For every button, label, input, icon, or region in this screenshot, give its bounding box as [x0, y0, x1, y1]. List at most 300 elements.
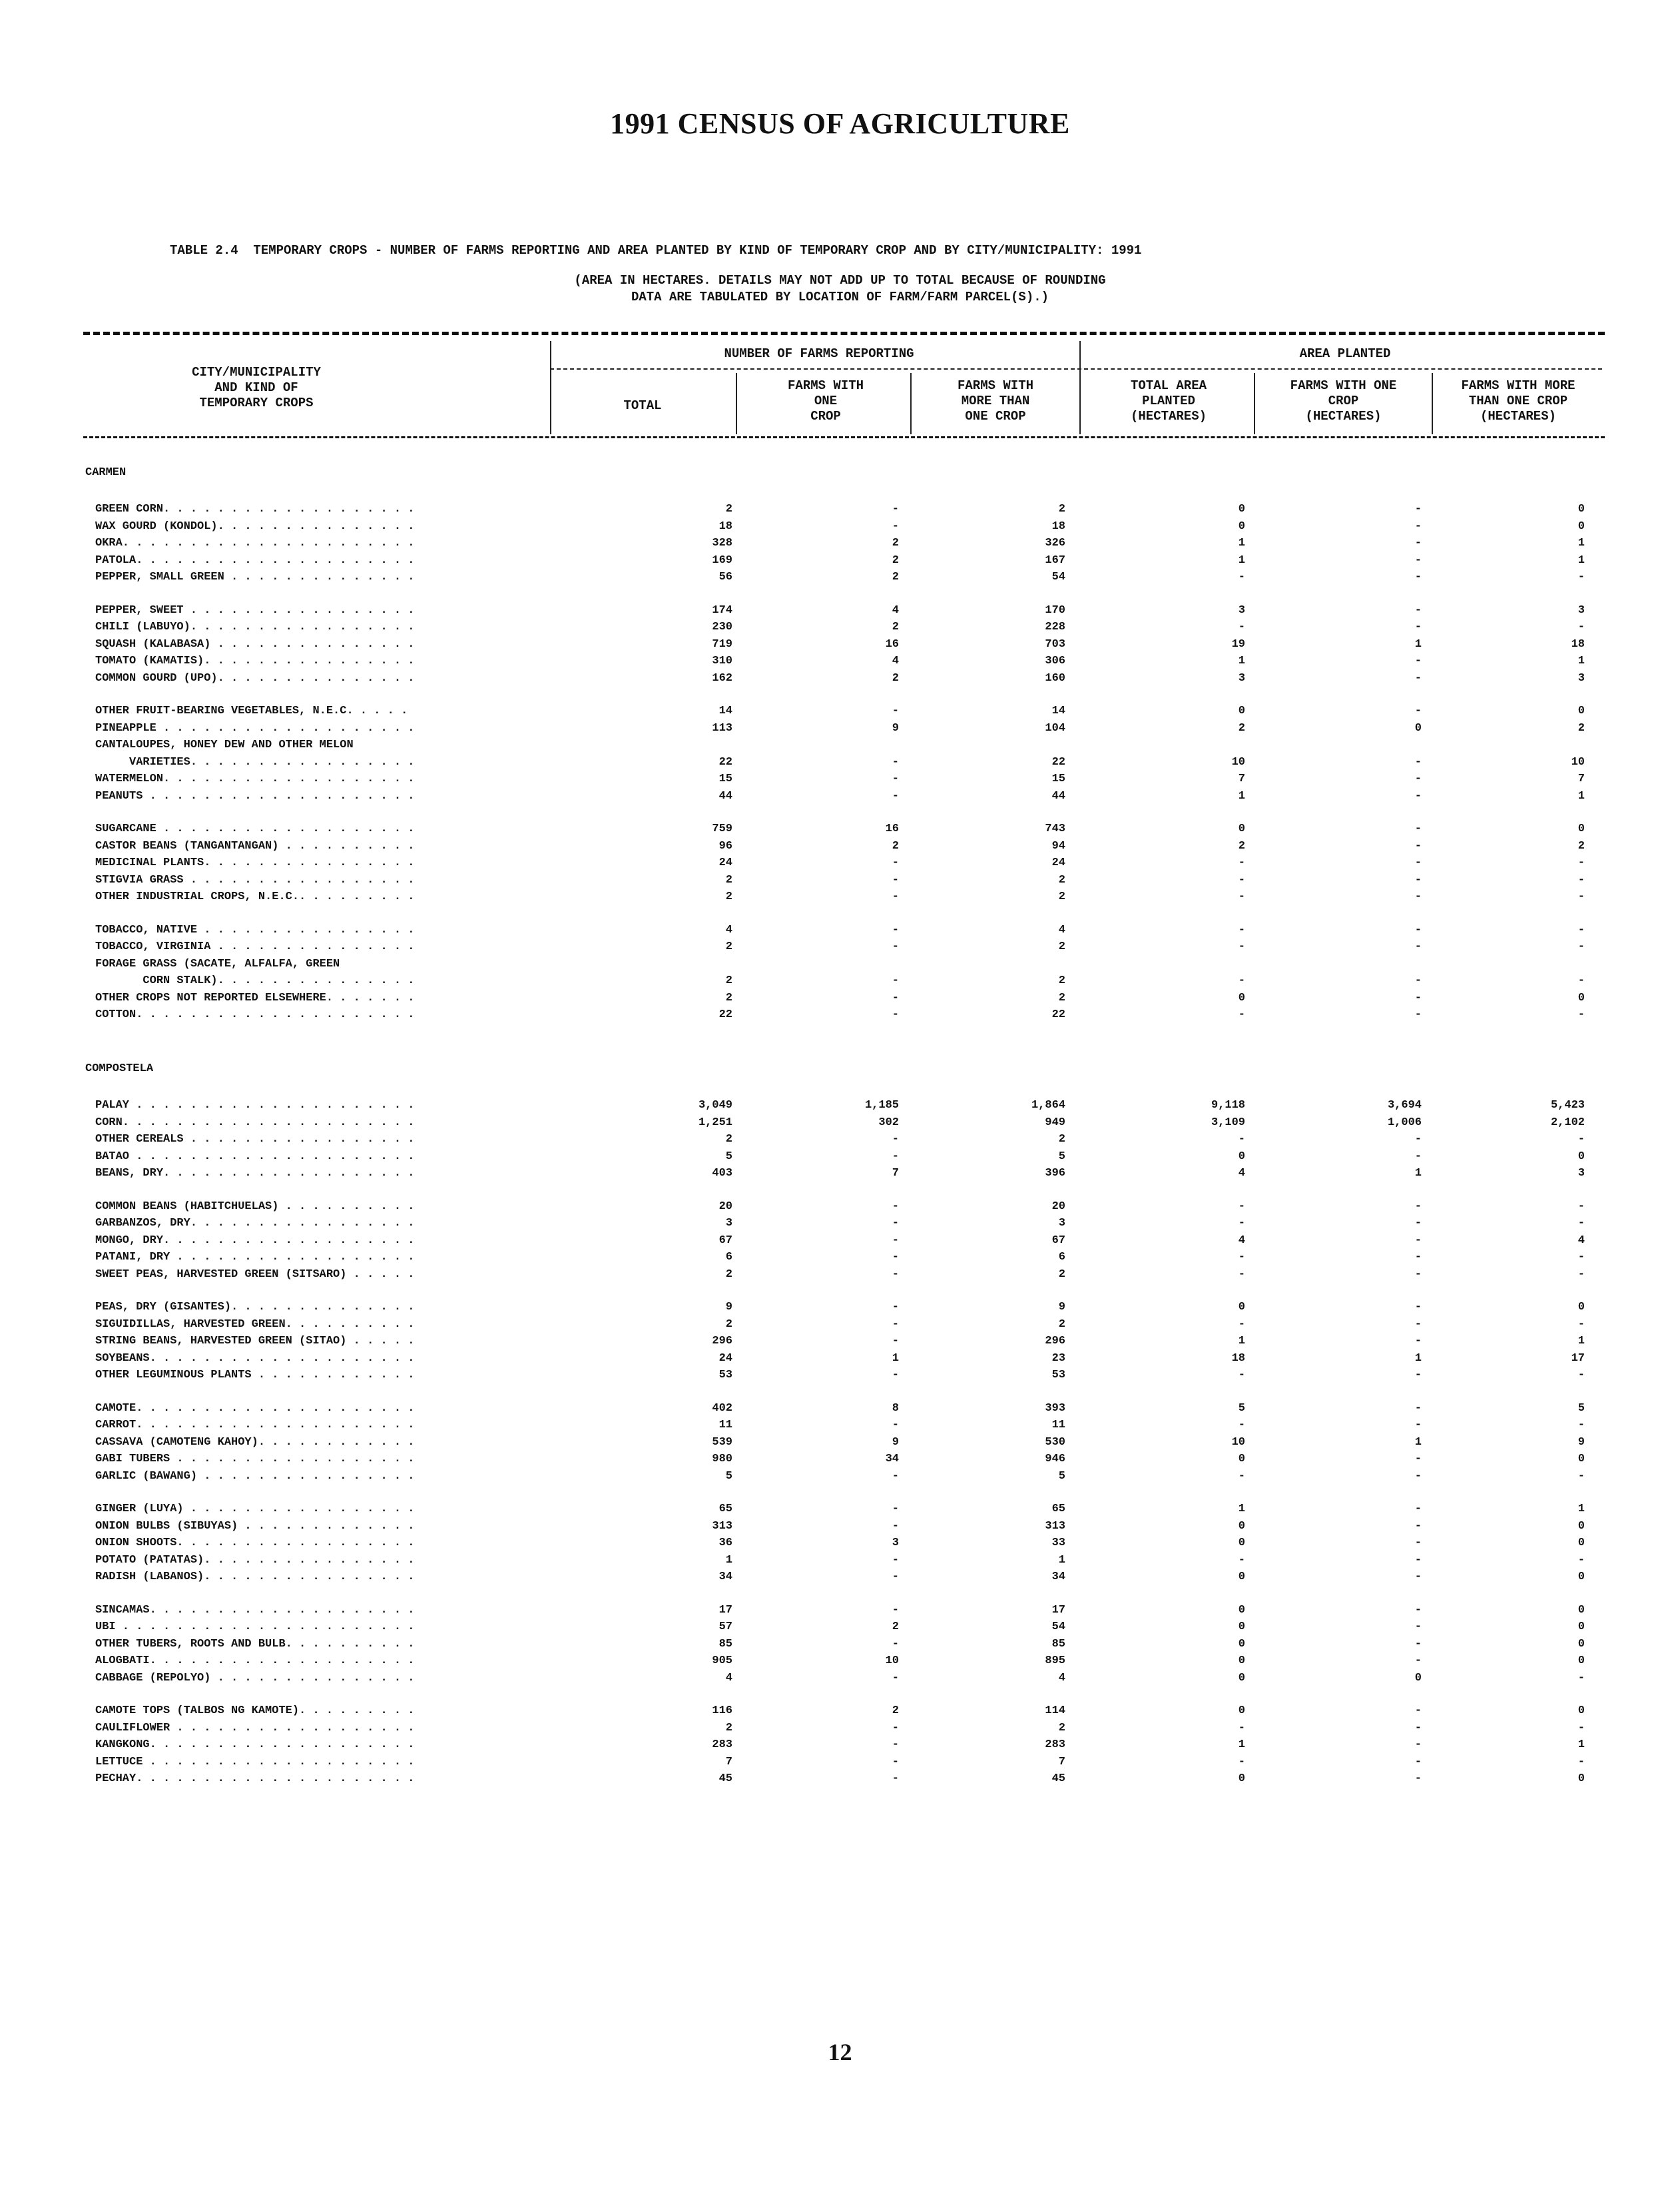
crop-name-cell: PEPPER, SMALL GREEN . . . . . . . . . . . . . .: [95, 571, 415, 583]
area-more-than-one-cell: 1: [1577, 1335, 1585, 1347]
one-crop-cell: -: [892, 1638, 899, 1650]
total-cell: 17: [718, 1604, 732, 1617]
area-one-crop-cell: -: [1414, 1335, 1422, 1347]
crop-name-cell: ONION BULBS (SIBUYAS) . . . . . . . . . . . . .: [95, 1520, 415, 1533]
table-row: [0, 1198, 1680, 1215]
one-crop-cell: -: [892, 1301, 899, 1313]
more-than-one-crop-cell: 53: [1051, 1369, 1065, 1381]
total-cell: 1: [725, 1554, 732, 1567]
table-row: [0, 1417, 1680, 1433]
total-cell: 2: [725, 1318, 732, 1331]
area-one-crop-cell: -: [1414, 1419, 1422, 1431]
area-more-than-one-cell: -: [1577, 1722, 1585, 1734]
one-crop-cell: -: [892, 1200, 899, 1213]
area-more-than-one-cell: -: [1577, 874, 1585, 887]
crop-name-cell: BEANS, DRY. . . . . . . . . . . . . . . . . . .: [95, 1167, 415, 1180]
one-crop-cell: -: [892, 1470, 899, 1483]
total-cell: 2: [725, 874, 732, 887]
total-area-cell: -: [1238, 1268, 1245, 1281]
area-more-than-one-cell: 0: [1577, 1621, 1585, 1633]
area-one-crop-cell: -: [1414, 974, 1422, 987]
one-crop-cell: 2: [892, 554, 899, 567]
more-than-one-crop-cell: 2: [1058, 1722, 1065, 1734]
total-area-cell: -: [1238, 621, 1245, 633]
one-crop-cell: -: [892, 1234, 899, 1247]
table-row: [0, 1501, 1680, 1517]
area-one-crop-column-header: FARMS WITH ONE CROP (HECTARES): [1290, 378, 1397, 424]
more-than-one-crop-cell: 703: [1045, 638, 1065, 651]
table-row: [0, 1114, 1680, 1131]
more-than-one-crop-cell: 326: [1045, 537, 1065, 550]
total-area-cell: -: [1238, 1756, 1245, 1768]
total-area-cell: -: [1238, 1419, 1245, 1431]
table-row: [0, 1518, 1680, 1535]
table-row: [0, 1770, 1680, 1787]
total-area-cell: 3: [1238, 604, 1245, 617]
one-crop-cell: -: [892, 705, 899, 717]
area-more-than-one-cell: 0: [1577, 705, 1585, 717]
more-than-one-crop-cell: 393: [1045, 1402, 1065, 1415]
area-one-crop-cell: -: [1414, 1251, 1422, 1264]
total-cell: 539: [712, 1436, 732, 1449]
area-one-crop-cell: -: [1414, 1369, 1422, 1381]
total-area-cell: 1: [1238, 1503, 1245, 1515]
section-label-compostela: COMPOSTELA: [85, 1062, 154, 1075]
area-more-than-one-cell: 0: [1577, 1571, 1585, 1583]
total-cell: 3,049: [698, 1099, 732, 1112]
table-row: [0, 1165, 1680, 1182]
total-cell: 65: [718, 1503, 732, 1515]
area-more-than-one-cell: 1: [1577, 537, 1585, 550]
one-crop-cell: 10: [885, 1654, 899, 1667]
area-one-crop-cell: 3,694: [1387, 1099, 1422, 1112]
one-crop-cell: -: [892, 1268, 899, 1281]
area-one-crop-cell: -: [1414, 924, 1422, 936]
table-row: [0, 1569, 1680, 1585]
area-more-than-one-cell: -: [1577, 1672, 1585, 1684]
crop-name-cell: GARBANZOS, DRY. . . . . . . . . . . . . . . . .: [95, 1217, 415, 1230]
crop-name-cell: STIGVIA GRASS . . . . . . . . . . . . . . . . .: [95, 874, 415, 887]
area-more-than-one-cell: 0: [1577, 992, 1585, 1004]
total-cell: 2: [725, 1133, 732, 1146]
area-more-than-one-cell: -: [1577, 1756, 1585, 1768]
table-row: [0, 821, 1680, 837]
more-than-one-crop-cell: 24: [1051, 857, 1065, 869]
crop-name-cell: PEPPER, SWEET . . . . . . . . . . . . . . . . .: [95, 604, 415, 617]
more-than-one-crop-cell: 104: [1045, 722, 1065, 735]
one-crop-cell: 2: [892, 537, 899, 550]
total-cell: 174: [712, 604, 732, 617]
area-one-crop-cell: -: [1414, 1133, 1422, 1146]
crop-name-cell: CANTALOUPES, HONEY DEW AND OTHER MELON: [95, 739, 354, 751]
more-than-one-crop-cell: 4: [1058, 924, 1065, 936]
table-caption: TABLE 2.4 TEMPORARY CROPS - NUMBER OF FARMS REPORTING AND AREA PLANTED BY KIND OF TEMPORARY CROP AND BY CITY/MUNICIPALITY: 1991: [170, 243, 1142, 258]
area-one-crop-cell: -: [1414, 1621, 1422, 1633]
one-crop-cell: -: [892, 1554, 899, 1567]
crop-name-cell: KANGKONG. . . . . . . . . . . . . . . . . . . .: [95, 1738, 415, 1751]
area-more-than-one-cell: -: [1577, 974, 1585, 987]
area-one-crop-cell: 1,006: [1387, 1116, 1422, 1129]
area-one-crop-cell: -: [1414, 672, 1422, 685]
one-crop-cell: 1: [892, 1352, 899, 1365]
crop-name-cell: SIGUIDILLAS, HARVESTED GREEN. . . . . . . . . .: [95, 1318, 415, 1331]
area-more-than-one-cell: -: [1577, 1318, 1585, 1331]
area-more-than-one-cell: -: [1577, 1200, 1585, 1213]
area-more-than-one-cell: 3: [1577, 1167, 1585, 1180]
crop-name-cell: VARIETIES. . . . . . . . . . . . . . . . .: [95, 756, 415, 769]
total-area-cell: 0: [1238, 992, 1245, 1004]
one-crop-cell: -: [892, 940, 899, 953]
one-crop-cell: -: [892, 924, 899, 936]
more-than-one-crop-cell: 14: [1051, 705, 1065, 717]
area-one-crop-cell: -: [1414, 992, 1422, 1004]
area-one-crop-cell: -: [1414, 840, 1422, 853]
crop-name-cell: CABBAGE (REPOLYO) . . . . . . . . . . . . . . .: [95, 1672, 415, 1684]
total-area-cell: -: [1238, 940, 1245, 953]
area-more-than-one-cell: -: [1577, 1419, 1585, 1431]
total-area-cell: 0: [1238, 1301, 1245, 1313]
one-crop-cell: -: [892, 857, 899, 869]
total-cell: 162: [712, 672, 732, 685]
crop-name-cell: ONION SHOOTS. . . . . . . . . . . . . . . . . .: [95, 1537, 415, 1549]
table-row: [0, 535, 1680, 551]
area-more-than-one-cell: -: [1577, 1008, 1585, 1021]
crop-name-cell: UBI . . . . . . . . . . . . . . . . . . . . . .: [95, 1621, 415, 1633]
more-than-one-crop-cell: 45: [1051, 1772, 1065, 1785]
area-more-than-one-cell: 0: [1577, 1638, 1585, 1650]
one-crop-cell: -: [892, 1150, 899, 1163]
more-than-one-crop-cell: 2: [1058, 1268, 1065, 1281]
area-more-than-one-cell: 2: [1577, 722, 1585, 735]
total-cell: 4: [725, 924, 732, 936]
area-one-crop-cell: -: [1414, 655, 1422, 667]
crop-name-cell: WAX GOURD (KONDOL). . . . . . . . . . . . . . .: [95, 520, 415, 533]
area-one-crop-cell: -: [1414, 1217, 1422, 1230]
total-area-cell: 1: [1238, 554, 1245, 567]
area-more-than-one-cell: 10: [1571, 756, 1585, 769]
more-than-one-crop-cell: 296: [1045, 1335, 1065, 1347]
total-area-cell: 2: [1238, 722, 1245, 735]
more-than-one-crop-cell: 18: [1051, 520, 1065, 533]
more-than-one-crop-cell: 33: [1051, 1537, 1065, 1549]
table-row: [0, 1754, 1680, 1770]
page-number: 12: [828, 2039, 852, 2065]
table-row: [0, 1232, 1680, 1249]
area-more-than-one-cell: -: [1577, 891, 1585, 903]
table-row: [0, 922, 1680, 938]
area-more-than-one-cell: 3: [1577, 672, 1585, 685]
total-area-cell: -: [1238, 1133, 1245, 1146]
area-one-crop-cell: -: [1414, 604, 1422, 617]
total-area-cell: -: [1238, 1318, 1245, 1331]
more-than-one-crop-cell: 22: [1051, 756, 1065, 769]
area-one-crop-cell: -: [1414, 1604, 1422, 1617]
area-one-crop-cell: -: [1414, 1503, 1422, 1515]
total-area-cell: -: [1238, 1200, 1245, 1213]
total-cell: 116: [712, 1704, 732, 1717]
table-row: [0, 754, 1680, 771]
one-crop-cell: -: [892, 1217, 899, 1230]
crop-name-cell: CAMOTE TOPS (TALBOS NG KAMOTE). . . . . . . . .: [95, 1704, 415, 1717]
total-cell: 96: [718, 840, 732, 853]
more-than-one-crop-cell: 67: [1051, 1234, 1065, 1247]
total-cell: 5: [725, 1150, 732, 1163]
total-cell: 1,251: [698, 1116, 732, 1129]
one-crop-cell: 2: [892, 621, 899, 633]
total-cell: 328: [712, 537, 732, 550]
more-than-one-crop-cell: 44: [1051, 790, 1065, 803]
more-than-one-crop-cell: 114: [1045, 1704, 1065, 1717]
total-area-cell: -: [1238, 1217, 1245, 1230]
total-cell: 2: [725, 974, 732, 987]
table-row: [0, 1400, 1680, 1417]
table-row: [0, 938, 1680, 955]
crop-name-cell: STRING BEANS, HARVESTED GREEN (SITAO) . . . . .: [95, 1335, 415, 1347]
area-more-than-one-cell: 1: [1577, 1503, 1585, 1515]
total-area-cell: 0: [1238, 503, 1245, 516]
total-column-header: TOTAL: [623, 398, 662, 413]
total-cell: 85: [718, 1638, 732, 1650]
area-one-crop-cell: 0: [1414, 1672, 1422, 1684]
one-crop-cell: 9: [892, 722, 899, 735]
area-more-than-one-cell: 2,102: [1550, 1116, 1585, 1129]
table-row: [0, 872, 1680, 889]
area-more-than-one-cell: 2: [1577, 840, 1585, 853]
area-one-crop-cell: 1: [1414, 1167, 1422, 1180]
total-cell: 36: [718, 1537, 732, 1549]
crop-name-cell: FORAGE GRASS (SACATE, ALFALFA, GREEN: [95, 958, 340, 970]
one-crop-cell: 16: [885, 638, 899, 651]
more-than-one-crop-cell: 530: [1045, 1436, 1065, 1449]
total-cell: 57: [718, 1621, 732, 1633]
area-more-than-one-cell: 1: [1577, 554, 1585, 567]
total-area-cell: 0: [1238, 1704, 1245, 1717]
table-row: [0, 1215, 1680, 1232]
area-more-than-one-cell: 0: [1577, 1654, 1585, 1667]
more-than-one-crop-cell: 946: [1045, 1453, 1065, 1465]
total-cell: 15: [718, 773, 732, 785]
table-row: [0, 569, 1680, 585]
crop-name-cell: CORN. . . . . . . . . . . . . . . . . . . . . .: [95, 1116, 415, 1129]
crop-name-cell: PATOLA. . . . . . . . . . . . . . . . . . . . .: [95, 554, 415, 567]
crop-name-cell: PEAS, DRY (GISANTES). . . . . . . . . . . . . .: [95, 1301, 415, 1313]
one-crop-cell: -: [892, 790, 899, 803]
crop-name-cell: CHILI (LABUYO). . . . . . . . . . . . . . . . .: [95, 621, 415, 633]
crop-name-cell: TOBACCO, VIRGINIA . . . . . . . . . . . . . . .: [95, 940, 415, 953]
total-area-cell: 0: [1238, 1150, 1245, 1163]
more-than-one-crop-cell: 2: [1058, 940, 1065, 953]
area-more-than-one-cell: -: [1577, 1133, 1585, 1146]
crop-name-cell: COTTON. . . . . . . . . . . . . . . . . . . . .: [95, 1008, 415, 1021]
total-area-cell: 0: [1238, 1672, 1245, 1684]
table-row: [0, 1097, 1680, 1114]
area-one-crop-cell: -: [1414, 705, 1422, 717]
total-area-cell: -: [1238, 1008, 1245, 1021]
crop-name-cell: WATERMELON. . . . . . . . . . . . . . . . . . .: [95, 773, 415, 785]
table-row: [0, 552, 1680, 569]
area-one-crop-cell: -: [1414, 520, 1422, 533]
table-row: [0, 1602, 1680, 1619]
more-than-one-crop-cell: 313: [1045, 1520, 1065, 1533]
one-crop-cell: -: [892, 503, 899, 516]
crop-name-cell: TOMATO (KAMATIS). . . . . . . . . . . . . . . .: [95, 655, 415, 667]
area-more-than-one-cell: 7: [1577, 773, 1585, 785]
table-row: [0, 653, 1680, 669]
crop-name-cell: OKRA. . . . . . . . . . . . . . . . . . . . . .: [95, 537, 415, 550]
total-area-cell: -: [1238, 571, 1245, 583]
one-crop-cell: -: [892, 1756, 899, 1768]
table-row: [0, 771, 1680, 787]
crop-name-cell: CAULIFLOWER . . . . . . . . . . . . . . . . . .: [95, 1722, 415, 1734]
more-than-one-crop-cell: 5: [1058, 1150, 1065, 1163]
area-one-crop-cell: 1: [1414, 638, 1422, 651]
crop-name-cell: OTHER CEREALS . . . . . . . . . . . . . . . . .: [95, 1133, 415, 1146]
total-cell: 403: [712, 1167, 732, 1180]
more-than-one-crop-cell: 2: [1058, 891, 1065, 903]
table-row: [0, 1316, 1680, 1333]
area-more-than-one-cell: 0: [1577, 1301, 1585, 1313]
area-more-than-one-cell: -: [1577, 621, 1585, 633]
table-row: [0, 1552, 1680, 1569]
more-than-one-crop-cell: 34: [1051, 1571, 1065, 1583]
one-crop-cell: 1,185: [864, 1099, 899, 1112]
total-cell: 402: [712, 1402, 732, 1415]
total-cell: 34: [718, 1571, 732, 1583]
crop-name-cell: OTHER LEGUMINOUS PLANTS . . . . . . . . . . . .: [95, 1369, 415, 1381]
total-area-cell: -: [1238, 1251, 1245, 1264]
area-more-than-one-cell: -: [1577, 1470, 1585, 1483]
area-more-than-one-cell: 0: [1577, 1704, 1585, 1717]
area-one-crop-cell: -: [1414, 1200, 1422, 1213]
area-one-crop-cell: -: [1414, 1756, 1422, 1768]
table-row: [0, 1434, 1680, 1451]
total-area-cell: 1: [1238, 790, 1245, 803]
area-one-crop-cell: -: [1414, 790, 1422, 803]
one-crop-cell: -: [892, 1604, 899, 1617]
one-crop-cell: -: [892, 1503, 899, 1515]
area-one-crop-cell: -: [1414, 554, 1422, 567]
total-cell: 9: [725, 1301, 732, 1313]
total-area-cell: -: [1238, 1554, 1245, 1567]
table-row: [0, 1535, 1680, 1551]
area-one-crop-cell: -: [1414, 1301, 1422, 1313]
total-area-cell: 1: [1238, 537, 1245, 550]
crop-name-cell: GARLIC (BAWANG) . . . . . . . . . . . . . . . .: [95, 1470, 415, 1483]
total-cell: 7: [725, 1756, 732, 1768]
table-row: [0, 972, 1680, 989]
total-cell: 283: [712, 1738, 732, 1751]
total-area-cell: 19: [1231, 638, 1245, 651]
one-crop-cell: 302: [878, 1116, 899, 1129]
one-crop-cell: -: [892, 1672, 899, 1684]
total-cell: 169: [712, 554, 732, 567]
total-area-cell: -: [1238, 874, 1245, 887]
area-one-crop-cell: -: [1414, 1470, 1422, 1483]
one-crop-cell: -: [892, 756, 899, 769]
page-title: 1991 CENSUS OF AGRICULTURE: [610, 107, 1070, 140]
crop-name-cell: SUGARCANE . . . . . . . . . . . . . . . . . . .: [95, 823, 415, 835]
total-cell: 2: [725, 1268, 732, 1281]
area-one-crop-cell: -: [1414, 1722, 1422, 1734]
table-row: [0, 1468, 1680, 1485]
area-more-than-one-cell: -: [1577, 1217, 1585, 1230]
crop-name-cell: PEANUTS . . . . . . . . . . . . . . . . . . . .: [95, 790, 415, 803]
one-crop-cell: 2: [892, 840, 899, 853]
table-row: [0, 1299, 1680, 1315]
area-one-crop-cell: -: [1414, 1520, 1422, 1533]
total-area-cell: 4: [1238, 1234, 1245, 1247]
table-note-line-1: (AREA IN HECTARES. DETAILS MAY NOT ADD UP TO TOTAL BECAUSE OF ROUNDING: [574, 273, 1106, 288]
one-crop-cell: 4: [892, 604, 899, 617]
one-crop-cell: -: [892, 974, 899, 987]
total-cell: 2: [725, 891, 732, 903]
area-one-crop-cell: -: [1414, 537, 1422, 550]
area-one-crop-cell: -: [1414, 940, 1422, 953]
table-row: [0, 1333, 1680, 1349]
one-crop-cell: 34: [885, 1453, 899, 1465]
area-more-than-one-cell: 0: [1577, 1604, 1585, 1617]
area-one-crop-cell: -: [1414, 1554, 1422, 1567]
total-cell: 3: [725, 1217, 732, 1230]
area-one-crop-cell: -: [1414, 857, 1422, 869]
area-more-than-one-cell: 0: [1577, 1150, 1585, 1163]
total-area-cell: 0: [1238, 1571, 1245, 1583]
one-crop-cell: -: [892, 1318, 899, 1331]
area-more-than-one-cell: -: [1577, 940, 1585, 953]
one-crop-cell: -: [892, 1571, 899, 1583]
more-than-one-crop-cell: 306: [1045, 655, 1065, 667]
table-note-line-2: DATA ARE TABULATED BY LOCATION OF FARM/FARM PARCEL(S).): [631, 290, 1049, 304]
total-cell: 24: [718, 857, 732, 869]
total-cell: 67: [718, 1234, 732, 1247]
more-than-one-crop-cell: 85: [1051, 1638, 1065, 1650]
crop-name-cell: OTHER FRUIT-BEARING VEGETABLES, N.E.C. . . . .: [95, 705, 408, 717]
one-crop-cell: -: [892, 1008, 899, 1021]
table-row: [0, 1249, 1680, 1266]
total-cell: 719: [712, 638, 732, 651]
total-area-cell: 10: [1231, 756, 1245, 769]
table-row: [0, 720, 1680, 737]
crop-name-cell: SQUASH (KALABASA) . . . . . . . . . . . . . . .: [95, 638, 415, 651]
total-cell: 53: [718, 1369, 732, 1381]
area-one-crop-cell: 0: [1414, 722, 1422, 735]
area-one-crop-cell: -: [1414, 756, 1422, 769]
area-one-crop-cell: 1: [1414, 1352, 1422, 1365]
one-crop-cell: 7: [892, 1167, 899, 1180]
one-crop-cell: -: [892, 520, 899, 533]
total-cell: 313: [712, 1520, 732, 1533]
more-than-one-crop-cell: 20: [1051, 1200, 1065, 1213]
more-than-one-crop-cell: 4: [1058, 1672, 1065, 1684]
area-more-than-one-cell: 17: [1571, 1352, 1585, 1365]
one-crop-cell: -: [892, 1772, 899, 1785]
total-area-cell: 18: [1231, 1352, 1245, 1365]
one-crop-cell: 2: [892, 571, 899, 583]
crop-name-cell: LETTUCE . . . . . . . . . . . . . . . . . . . .: [95, 1756, 415, 1768]
area-more-than-one-cell: 0: [1577, 1537, 1585, 1549]
total-area-cell: -: [1238, 974, 1245, 987]
table-row: [0, 737, 1680, 753]
crop-name-cell: COMMON GOURD (UPO). . . . . . . . . . . . . . .: [95, 672, 415, 685]
more-than-one-crop-cell: 11: [1051, 1419, 1065, 1431]
table-row: [0, 1006, 1680, 1023]
crop-name-cell: PATANI, DRY . . . . . . . . . . . . . . . . . .: [95, 1251, 415, 1264]
area-one-crop-cell: -: [1414, 503, 1422, 516]
area-one-crop-cell: -: [1414, 874, 1422, 887]
total-area-cell: 10: [1231, 1436, 1245, 1449]
crop-name-cell: GINGER (LUYA) . . . . . . . . . . . . . . . . .: [95, 1503, 415, 1515]
more-than-one-crop-cell: 5: [1058, 1470, 1065, 1483]
